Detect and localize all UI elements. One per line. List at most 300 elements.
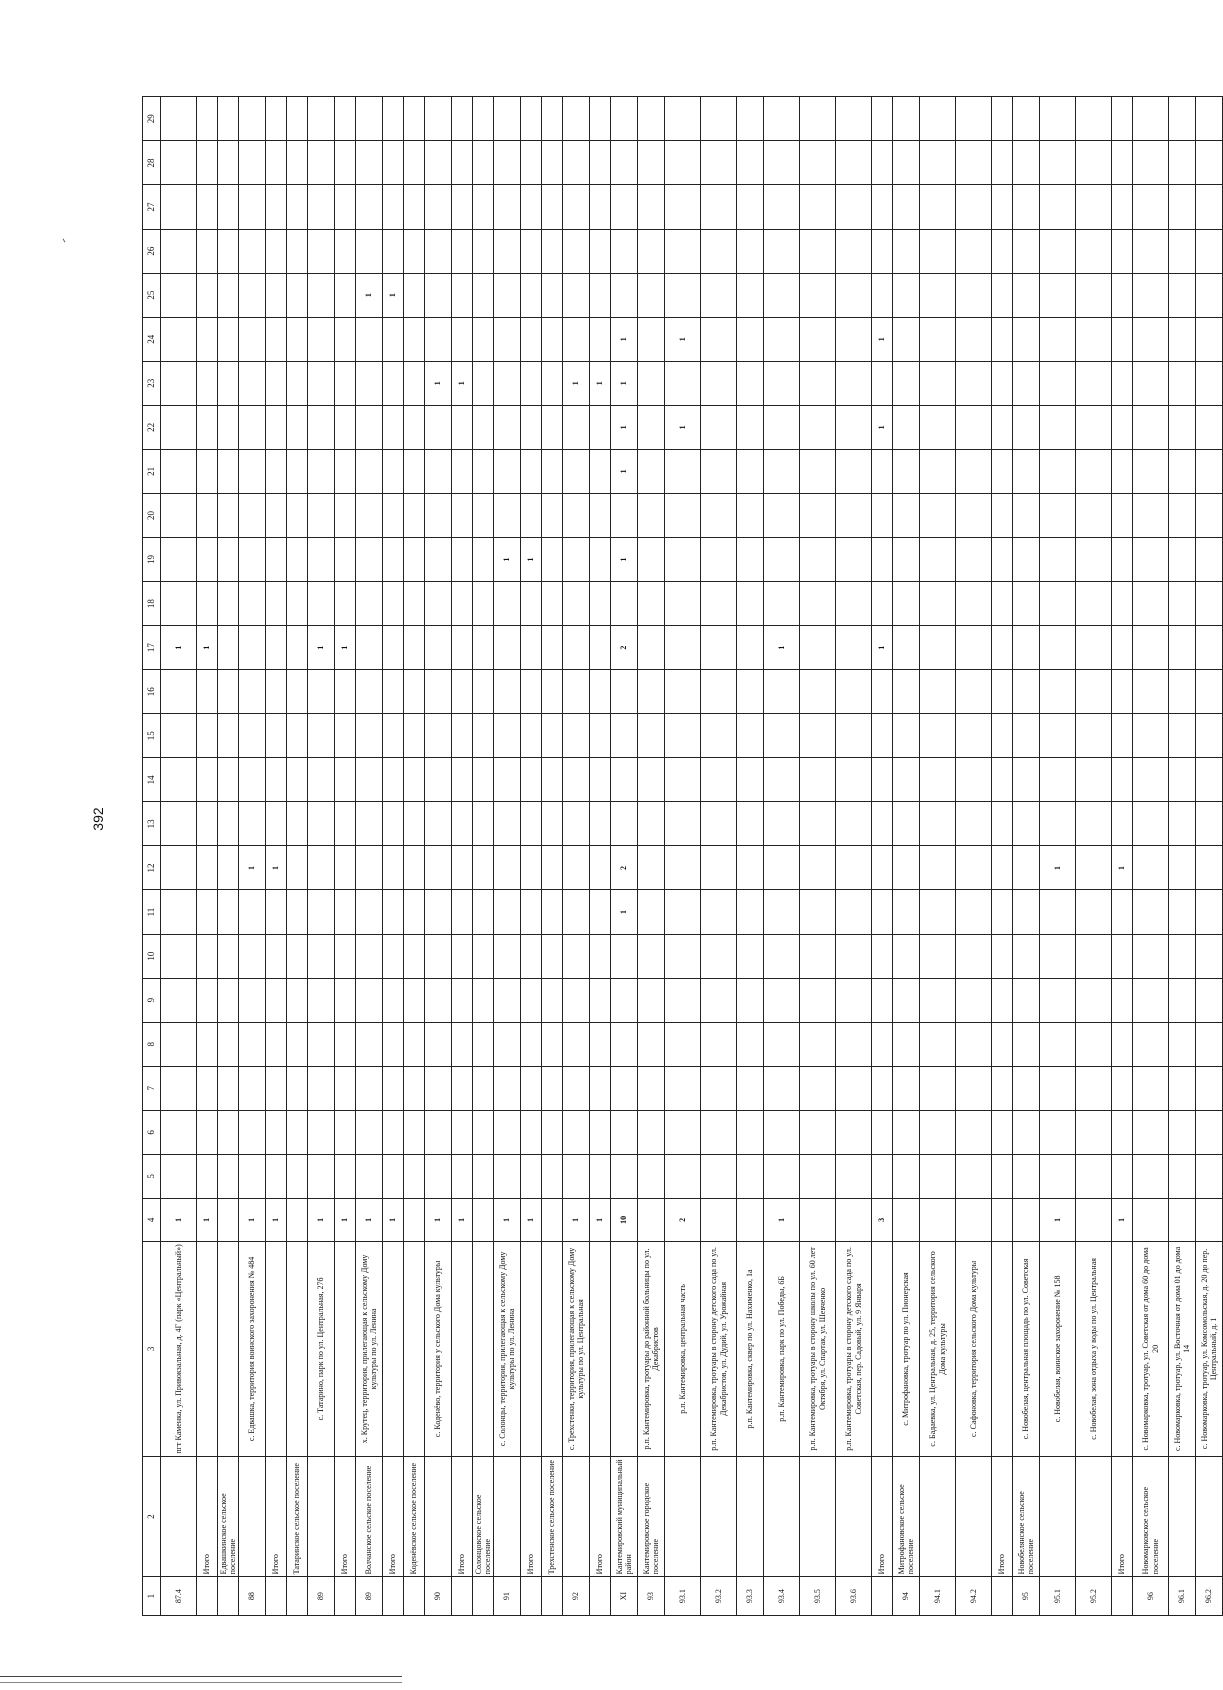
count-cell-27 xyxy=(638,185,665,229)
count-cell-12 xyxy=(1076,846,1112,890)
count-cell-19 xyxy=(893,537,920,581)
count-cell-13 xyxy=(701,802,737,846)
count-cell-24 xyxy=(494,317,521,361)
count-cell-4: 1 xyxy=(266,1198,287,1241)
count-cell-20 xyxy=(836,493,872,537)
count-cell-24 xyxy=(956,317,992,361)
count-cell-4 xyxy=(473,1198,494,1241)
count-cell-28 xyxy=(404,141,425,185)
count-cell-15 xyxy=(893,714,920,758)
count-cell-15 xyxy=(920,714,956,758)
count-cell-6 xyxy=(308,1110,335,1154)
count-cell-12 xyxy=(563,846,590,890)
count-cell-26 xyxy=(737,229,764,273)
count-cell-8 xyxy=(266,1022,287,1066)
count-cell-24 xyxy=(1076,317,1112,361)
count-cell-21 xyxy=(1013,449,1040,493)
count-cell-23 xyxy=(335,361,356,405)
count-cell-19 xyxy=(800,537,836,581)
count-cell-21 xyxy=(701,449,737,493)
count-cell-16 xyxy=(992,670,1013,714)
count-cell-26 xyxy=(590,229,611,273)
count-cell-26 xyxy=(308,229,335,273)
count-cell-22 xyxy=(452,405,473,449)
table-row xyxy=(836,97,872,1616)
count-cell-28 xyxy=(1040,141,1076,185)
table-row xyxy=(638,97,665,1616)
location-cell: с. Едвашка, территория воинского захоронения № 484 xyxy=(239,1241,266,1456)
count-cell-25 xyxy=(542,273,563,317)
header-cell: 10 xyxy=(143,934,161,978)
count-cell-24 xyxy=(737,317,764,361)
count-cell-29 xyxy=(1112,97,1133,141)
count-cell-12 xyxy=(956,846,992,890)
count-cell-26 xyxy=(218,229,239,273)
count-cell-6 xyxy=(239,1110,266,1154)
count-cell-6 xyxy=(383,1110,404,1154)
count-cell-22: 1 xyxy=(872,405,893,449)
table-row xyxy=(521,97,542,1616)
count-cell-18 xyxy=(335,582,356,626)
count-cell-15 xyxy=(992,714,1013,758)
header-cell: 9 xyxy=(143,978,161,1022)
settlement-cell xyxy=(308,1456,335,1576)
count-cell-19 xyxy=(356,537,383,581)
count-cell-15 xyxy=(239,714,266,758)
row-number-cell: XI xyxy=(611,1577,638,1616)
count-cell-11 xyxy=(1133,890,1169,934)
rotated-table-container xyxy=(142,96,1218,1616)
count-cell-21 xyxy=(404,449,425,493)
count-cell-20 xyxy=(1133,493,1169,537)
row-number-cell: 93.4 xyxy=(764,1577,800,1616)
count-cell-8 xyxy=(800,1022,836,1066)
count-cell-10 xyxy=(335,934,356,978)
count-cell-11 xyxy=(800,890,836,934)
count-cell-28 xyxy=(800,141,836,185)
count-cell-18 xyxy=(425,582,452,626)
count-cell-6 xyxy=(542,1110,563,1154)
count-cell-17 xyxy=(494,626,521,670)
count-cell-22 xyxy=(197,405,218,449)
location-cell xyxy=(197,1241,218,1456)
header-cell: 11 xyxy=(143,890,161,934)
count-cell-5 xyxy=(356,1154,383,1198)
count-cell-24 xyxy=(452,317,473,361)
count-cell-9 xyxy=(197,978,218,1022)
count-cell-19 xyxy=(665,537,701,581)
count-cell-8 xyxy=(1013,1022,1040,1066)
row-number-cell: 95.2 xyxy=(1076,1577,1112,1616)
count-cell-15 xyxy=(590,714,611,758)
count-cell-4 xyxy=(893,1198,920,1241)
location-cell xyxy=(287,1241,308,1456)
count-cell-25 xyxy=(920,273,956,317)
location-cell xyxy=(266,1241,287,1456)
count-cell-29 xyxy=(425,97,452,141)
count-cell-21 xyxy=(473,449,494,493)
count-cell-20 xyxy=(287,493,308,537)
row-number-cell xyxy=(521,1577,542,1616)
count-cell-23 xyxy=(383,361,404,405)
header-cell: 20 xyxy=(143,493,161,537)
count-cell-20 xyxy=(992,493,1013,537)
count-cell-25 xyxy=(239,273,266,317)
count-cell-22 xyxy=(563,405,590,449)
count-cell-28 xyxy=(737,141,764,185)
count-cell-21 xyxy=(197,449,218,493)
location-cell: с. Солонцы, территория, прилегающая к сельскому Дому культуры по ул. Ленина xyxy=(494,1241,521,1456)
count-cell-14 xyxy=(239,758,266,802)
count-cell-28 xyxy=(590,141,611,185)
count-cell-16 xyxy=(1196,670,1223,714)
count-cell-13 xyxy=(590,802,611,846)
table-row xyxy=(335,97,356,1616)
settlement-cell: Итого xyxy=(992,1456,1013,1576)
count-cell-6 xyxy=(992,1110,1013,1154)
count-cell-25 xyxy=(764,273,800,317)
count-cell-17 xyxy=(638,626,665,670)
count-cell-12 xyxy=(161,846,197,890)
count-cell-8 xyxy=(383,1022,404,1066)
count-cell-12 xyxy=(665,846,701,890)
count-cell-16 xyxy=(956,670,992,714)
count-cell-27 xyxy=(161,185,197,229)
count-cell-20 xyxy=(494,493,521,537)
count-cell-16 xyxy=(764,670,800,714)
count-cell-24 xyxy=(590,317,611,361)
row-number-cell: 94.1 xyxy=(920,1577,956,1616)
count-cell-7 xyxy=(473,1066,494,1110)
count-cell-28 xyxy=(452,141,473,185)
count-cell-19 xyxy=(425,537,452,581)
count-cell-12: 1 xyxy=(266,846,287,890)
count-cell-22 xyxy=(356,405,383,449)
count-cell-26 xyxy=(452,229,473,273)
row-number-cell: 96.2 xyxy=(1196,1577,1223,1616)
count-cell-18 xyxy=(920,582,956,626)
count-cell-13 xyxy=(473,802,494,846)
table-row xyxy=(239,97,266,1616)
count-cell-14 xyxy=(611,758,638,802)
count-cell-29 xyxy=(1013,97,1040,141)
count-cell-18 xyxy=(611,582,638,626)
count-cell-23 xyxy=(956,361,992,405)
count-cell-13 xyxy=(452,802,473,846)
count-cell-23: 1 xyxy=(611,361,638,405)
count-cell-8 xyxy=(356,1022,383,1066)
count-cell-14 xyxy=(218,758,239,802)
count-cell-22 xyxy=(737,405,764,449)
count-cell-13 xyxy=(1133,802,1169,846)
count-cell-16 xyxy=(404,670,425,714)
count-cell-24 xyxy=(701,317,737,361)
header-cell: 6 xyxy=(143,1110,161,1154)
count-cell-18 xyxy=(956,582,992,626)
count-cell-23 xyxy=(1169,361,1196,405)
count-cell-25 xyxy=(956,273,992,317)
count-cell-11 xyxy=(1040,890,1076,934)
count-cell-9 xyxy=(836,978,872,1022)
count-cell-13 xyxy=(992,802,1013,846)
table-row xyxy=(992,97,1013,1616)
count-cell-10 xyxy=(218,934,239,978)
count-cell-21: 1 xyxy=(611,449,638,493)
count-cell-18 xyxy=(1013,582,1040,626)
count-cell-4 xyxy=(701,1198,737,1241)
count-cell-11 xyxy=(1013,890,1040,934)
count-cell-7 xyxy=(335,1066,356,1110)
count-cell-26 xyxy=(1076,229,1112,273)
count-cell-13 xyxy=(1076,802,1112,846)
count-cell-5 xyxy=(1040,1154,1076,1198)
count-cell-17: 2 xyxy=(611,626,638,670)
count-cell-14 xyxy=(266,758,287,802)
count-cell-19 xyxy=(1133,537,1169,581)
row-number-cell xyxy=(266,1577,287,1616)
settlement-cell xyxy=(494,1456,521,1576)
settlement-cell: Едвашкинское сельское поселение xyxy=(218,1456,239,1576)
count-cell-20 xyxy=(590,493,611,537)
count-cell-21 xyxy=(287,449,308,493)
count-cell-12 xyxy=(473,846,494,890)
count-cell-27 xyxy=(494,185,521,229)
count-cell-6 xyxy=(701,1110,737,1154)
count-cell-16 xyxy=(563,670,590,714)
count-cell-9 xyxy=(1112,978,1133,1022)
count-cell-29 xyxy=(893,97,920,141)
count-cell-14 xyxy=(161,758,197,802)
count-cell-21 xyxy=(836,449,872,493)
count-cell-18 xyxy=(287,582,308,626)
count-cell-21 xyxy=(1112,449,1133,493)
count-cell-24 xyxy=(836,317,872,361)
count-cell-4 xyxy=(218,1198,239,1241)
count-cell-7 xyxy=(1196,1066,1223,1110)
count-cell-17: 1 xyxy=(161,626,197,670)
header-cell: 19 xyxy=(143,537,161,581)
count-cell-21 xyxy=(1076,449,1112,493)
location-cell: с. Новобелая, центральная площадь по ул. Советская xyxy=(1013,1241,1040,1456)
header-cell: 17 xyxy=(143,626,161,670)
count-cell-16 xyxy=(542,670,563,714)
count-cell-6 xyxy=(920,1110,956,1154)
table-row xyxy=(590,97,611,1616)
count-cell-22 xyxy=(1196,405,1223,449)
scan-mark xyxy=(63,239,66,243)
location-cell: с. Митрофановка, тротуар по ул. Пионерская xyxy=(893,1241,920,1456)
count-cell-14 xyxy=(1013,758,1040,802)
count-cell-10 xyxy=(521,934,542,978)
count-cell-16 xyxy=(287,670,308,714)
count-cell-14 xyxy=(1112,758,1133,802)
count-cell-29 xyxy=(308,97,335,141)
count-cell-27 xyxy=(836,185,872,229)
count-cell-5 xyxy=(335,1154,356,1198)
count-cell-8 xyxy=(494,1022,521,1066)
count-cell-23 xyxy=(836,361,872,405)
count-cell-13 xyxy=(494,802,521,846)
count-cell-22 xyxy=(161,405,197,449)
count-cell-22 xyxy=(764,405,800,449)
count-cell-15 xyxy=(1112,714,1133,758)
count-cell-15 xyxy=(1133,714,1169,758)
count-cell-11 xyxy=(521,890,542,934)
count-cell-23 xyxy=(494,361,521,405)
count-cell-4 xyxy=(992,1198,1013,1241)
count-cell-17 xyxy=(1196,626,1223,670)
count-cell-11 xyxy=(542,890,563,934)
count-cell-10 xyxy=(590,934,611,978)
count-cell-23: 1 xyxy=(425,361,452,405)
count-cell-21 xyxy=(872,449,893,493)
count-cell-25 xyxy=(266,273,287,317)
count-cell-9 xyxy=(383,978,404,1022)
count-cell-22 xyxy=(266,405,287,449)
count-cell-9 xyxy=(764,978,800,1022)
count-cell-13 xyxy=(563,802,590,846)
location-cell xyxy=(590,1241,611,1456)
count-cell-29 xyxy=(764,97,800,141)
count-cell-25 xyxy=(836,273,872,317)
location-cell: р.п. Кантемировка, тротуары до районной больницы по ул. Декабристов xyxy=(638,1241,665,1456)
count-cell-9 xyxy=(920,978,956,1022)
count-cell-13 xyxy=(521,802,542,846)
count-cell-17 xyxy=(563,626,590,670)
count-cell-10 xyxy=(404,934,425,978)
count-cell-23 xyxy=(992,361,1013,405)
count-cell-9 xyxy=(1013,978,1040,1022)
count-cell-8 xyxy=(737,1022,764,1066)
count-cell-27 xyxy=(218,185,239,229)
count-cell-4: 1 xyxy=(521,1198,542,1241)
count-cell-29 xyxy=(383,97,404,141)
count-cell-9 xyxy=(665,978,701,1022)
count-cell-7 xyxy=(452,1066,473,1110)
settlement-cell xyxy=(1196,1456,1223,1576)
table-row xyxy=(356,97,383,1616)
count-cell-5 xyxy=(956,1154,992,1198)
location-cell: с. Новомарковка, тротуар, ул. Восточная от дома 01 до дома 14 xyxy=(1169,1241,1196,1456)
row-number-cell xyxy=(872,1577,893,1616)
row-number-cell: 92 xyxy=(563,1577,590,1616)
row-number-cell: 87.4 xyxy=(161,1577,197,1616)
header-cell: 26 xyxy=(143,229,161,273)
count-cell-5 xyxy=(893,1154,920,1198)
count-cell-28 xyxy=(335,141,356,185)
count-cell-9 xyxy=(737,978,764,1022)
count-cell-13 xyxy=(1040,802,1076,846)
count-cell-26 xyxy=(335,229,356,273)
count-cell-29 xyxy=(542,97,563,141)
count-cell-5 xyxy=(197,1154,218,1198)
count-cell-15 xyxy=(1076,714,1112,758)
count-cell-8 xyxy=(611,1022,638,1066)
row-number-cell xyxy=(542,1577,563,1616)
count-cell-7 xyxy=(701,1066,737,1110)
count-cell-19 xyxy=(239,537,266,581)
count-cell-9 xyxy=(1196,978,1223,1022)
header-cell: 2 xyxy=(143,1456,161,1576)
count-cell-17 xyxy=(356,626,383,670)
location-cell: с. Новомарковка, тротуар, ул. Комсомольская, д. 20 до пер. Центральный, д. 1 xyxy=(1196,1241,1223,1456)
count-cell-23 xyxy=(239,361,266,405)
count-cell-13 xyxy=(737,802,764,846)
count-cell-24 xyxy=(197,317,218,361)
count-cell-19 xyxy=(335,537,356,581)
location-cell: с. Бадаевка, ул. Центральная, д. 25, территория сельского Дома культуры xyxy=(920,1241,956,1456)
count-cell-27 xyxy=(1040,185,1076,229)
count-cell-4 xyxy=(956,1198,992,1241)
count-cell-22 xyxy=(425,405,452,449)
table-row xyxy=(542,97,563,1616)
count-cell-5 xyxy=(638,1154,665,1198)
settlement-cell: Кантемировское городское поселение xyxy=(638,1456,665,1576)
location-cell: р.п. Кантемировка, тротуары в сторону детского сада по ул. Советская, пер. Садовый, ул. 9 Января xyxy=(836,1241,872,1456)
count-cell-4: 1 xyxy=(764,1198,800,1241)
count-cell-5 xyxy=(521,1154,542,1198)
count-cell-15 xyxy=(701,714,737,758)
count-cell-17 xyxy=(239,626,266,670)
count-cell-24 xyxy=(161,317,197,361)
count-cell-10 xyxy=(920,934,956,978)
count-cell-24 xyxy=(218,317,239,361)
location-cell: р.п. Кантемировка, тротуары в сторону школы по ул. 60 лет Октября, ул. Спартак, ул. Шевченко xyxy=(800,1241,836,1456)
count-cell-11 xyxy=(1112,890,1133,934)
count-cell-20 xyxy=(737,493,764,537)
count-cell-15 xyxy=(611,714,638,758)
count-cell-5 xyxy=(1133,1154,1169,1198)
count-cell-21 xyxy=(383,449,404,493)
count-cell-7 xyxy=(992,1066,1013,1110)
count-cell-4: 1 xyxy=(308,1198,335,1241)
settlement-cell: Солонцовское сельское поселение xyxy=(473,1456,494,1576)
count-cell-16 xyxy=(1169,670,1196,714)
count-cell-4 xyxy=(737,1198,764,1241)
count-cell-18 xyxy=(356,582,383,626)
count-cell-6 xyxy=(1196,1110,1223,1154)
count-cell-24 xyxy=(638,317,665,361)
count-cell-9 xyxy=(1040,978,1076,1022)
count-cell-18 xyxy=(737,582,764,626)
count-cell-22 xyxy=(1076,405,1112,449)
count-cell-18 xyxy=(239,582,266,626)
count-cell-6 xyxy=(665,1110,701,1154)
count-cell-6 xyxy=(611,1110,638,1154)
count-cell-9 xyxy=(611,978,638,1022)
count-cell-23 xyxy=(737,361,764,405)
count-cell-24 xyxy=(473,317,494,361)
count-cell-6 xyxy=(335,1110,356,1154)
count-cell-7 xyxy=(266,1066,287,1110)
count-cell-5 xyxy=(611,1154,638,1198)
header-cell: 21 xyxy=(143,449,161,493)
count-cell-20 xyxy=(197,493,218,537)
count-cell-24 xyxy=(1133,317,1169,361)
location-cell: р.п. Кантемировка, сквер по ул. Нахименко, 1а xyxy=(737,1241,764,1456)
settlement-cell: Татаринское сельское поселение xyxy=(287,1456,308,1576)
count-cell-20 xyxy=(425,493,452,537)
settlement-cell: Митрофановское сельское поселение xyxy=(893,1456,920,1576)
count-cell-4 xyxy=(287,1198,308,1241)
count-cell-4: 1 xyxy=(1040,1198,1076,1241)
count-cell-8 xyxy=(893,1022,920,1066)
count-cell-23 xyxy=(872,361,893,405)
count-cell-4: 1 xyxy=(197,1198,218,1241)
count-cell-29 xyxy=(956,97,992,141)
count-cell-27 xyxy=(563,185,590,229)
count-cell-13 xyxy=(920,802,956,846)
